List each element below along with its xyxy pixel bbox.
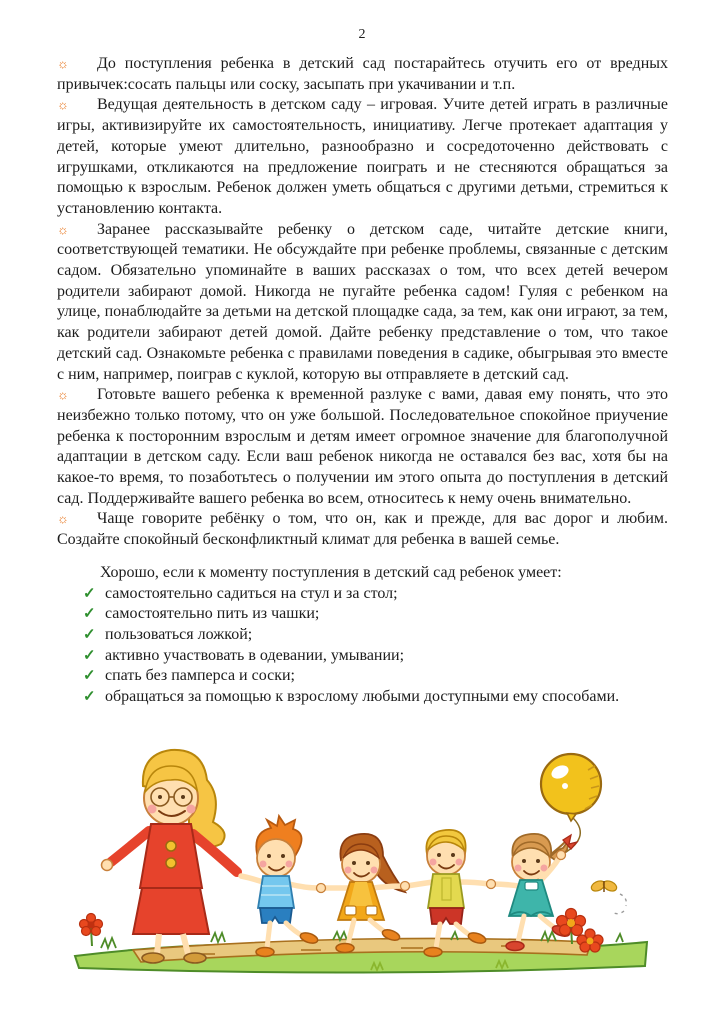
checklist-item xyxy=(83,625,668,646)
checklist xyxy=(57,584,668,708)
sun-bullet-icon: ☼ xyxy=(57,387,69,403)
checklist-item xyxy=(83,646,668,667)
checklist-intro: Хорошо, если к моменту поступления в детский сад ребенок умеет: xyxy=(100,563,562,581)
paragraph xyxy=(57,95,668,219)
checklist-item xyxy=(83,687,668,708)
paragraph-text: Ведущая деятельность в детском саду – игровая. Учите детей играть в различные игры, активизируйте их самостоятельность, инициативу. Легче протекает адаптация у детей, которые умеют длительно, разнообразно и сосредоточенно действовать с игрушками, откликаются на предложение поиграть и не стесняются обращаться за помощью к взрослым. Ребенок должен уметь общаться с другими детьми, стремиться к установлению контакта. xyxy=(57,96,668,217)
checklist-item-text: активно участвовать в одевании, умывании; xyxy=(105,646,405,664)
paragraph-text: Готовьте вашего ребенка к временной разлуке с вами, давая ему понять, что это неизбежно только потому, что он уже большой. Последовательное спокойное приучение ребенка к посторонним взрослым и детям имеет огромное значение для благополучной адаптации в детском саду. Если ваш ребенок никогда не оставался без вас, хотя бы на какое-то время, то позаботьтесь о получении им этого опыта до поступления в детский сад. Поддерживайте вашего ребенка во всем, относитесь к нему очень внимательно. xyxy=(57,386,668,507)
butterfly-icon xyxy=(590,879,627,914)
sun-bullet-icon: ☼ xyxy=(57,56,69,71)
teacher xyxy=(102,750,238,963)
paragraph xyxy=(57,385,668,509)
checkmark-icon: ✓ xyxy=(83,689,96,706)
checkmark-icon: ✓ xyxy=(83,626,96,643)
paragraph xyxy=(57,509,668,550)
checkmark-icon: ✓ xyxy=(83,606,96,623)
child-boy-yellow xyxy=(401,830,490,957)
paragraph xyxy=(57,220,668,386)
balloon-icon xyxy=(541,754,601,854)
illustration-svg xyxy=(71,736,653,978)
checklist-item-text: пользоваться ложкой; xyxy=(105,625,253,643)
checklist-item-text: спать без памперса и соски; xyxy=(105,667,295,685)
paragraph-text: До поступления ребенка в детский сад постарайтесь отучить его от вредных привычек:сосать пальцы или соску, засыпать при укачивании и т.п. xyxy=(57,55,668,93)
child-boy-blue xyxy=(241,816,319,957)
checklist-item xyxy=(83,584,668,605)
checklist-item-text: самостоятельно пить из чашки; xyxy=(105,605,320,623)
paragraph-text: Чаще говорите ребёнку о том, что он, как и прежде, для вас дорог и любим. Создайте спокойный бесконфликтный климат для ребенка в вашей семье. xyxy=(57,510,668,549)
checklist-item xyxy=(83,666,668,687)
sun-bullet-icon: ☼ xyxy=(57,511,69,527)
illustration-teacher-children xyxy=(71,736,653,978)
flower-icon xyxy=(80,913,103,946)
sun-bullet-icon: ☼ xyxy=(57,97,69,113)
checklist-item-text: самостоятельно садиться на стул и за стол; xyxy=(105,584,398,602)
page-number: 2 xyxy=(358,27,366,42)
checklist-item xyxy=(83,604,668,625)
checkmark-icon: ✓ xyxy=(83,647,96,664)
checklist-item-text: обращаться за помощью к взрослому любыми доступными ему способами. xyxy=(105,688,620,706)
checkmark-icon: ✓ xyxy=(83,668,96,685)
paragraph xyxy=(57,54,668,95)
sun-bullet-icon: ☼ xyxy=(57,221,69,237)
paragraph-text: Заранее рассказывайте ребенку о детском саде, читайте детские книги, соответствующей тематики. Не обсуждайте при ребенке проблемы, связанные с детским садом. Обязательно упоминайте в ваших рассказах о том, что всех детей вечером родители забирают домой. Никогда не пугайте ребенка садом! Гуляя с ребенком на улице, понаблюдайте за детьми на детской площадке сада, за тем, как они играют, за тем, как родители забирают детей домой. Дайте ребенку представление о том, что такое детский сад. Ознакомьте ребенка с правилами поведения в садике, обыгрывая это вместе с ним, например, поиграв с куклой, которую вы отправляете в детский сад. xyxy=(57,220,668,383)
document-body xyxy=(57,54,668,708)
checkmark-icon: ✓ xyxy=(83,585,96,602)
child-girl-orange xyxy=(317,834,406,953)
